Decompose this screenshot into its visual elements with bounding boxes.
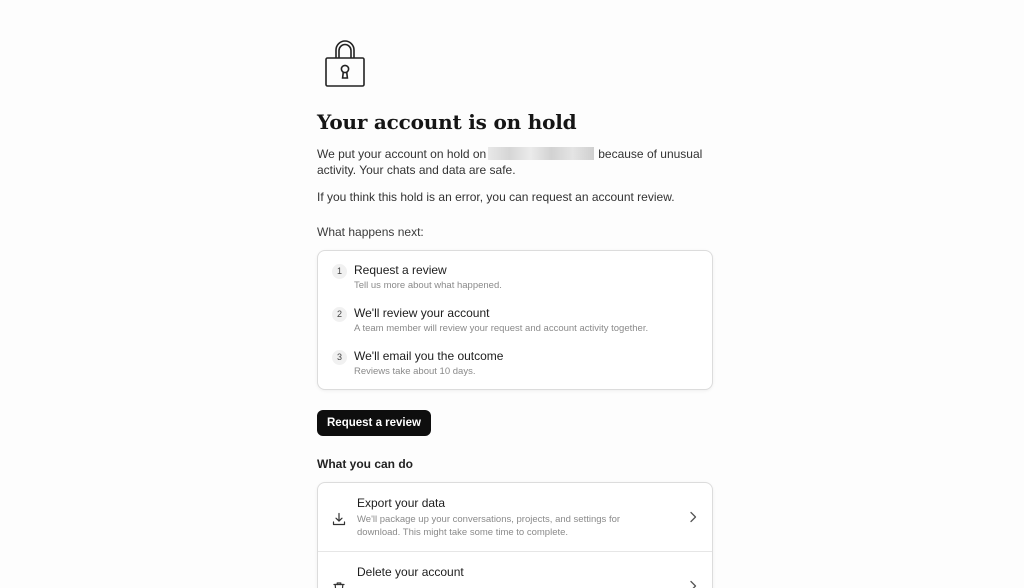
export-data-description: We'll package up your conversations, projects, and settings for download. This might take some time to complete.	[357, 514, 621, 538]
step-description: A team member will review your request and account activity together.	[354, 323, 649, 334]
step-title: We'll email you the outcome	[354, 349, 504, 363]
chevron-right-icon	[688, 579, 698, 588]
step-item	[332, 306, 698, 349]
request-review-button[interactable]: Request a review	[317, 410, 431, 436]
delete-account-title: Delete your account	[357, 565, 464, 579]
step-description: Reviews take about 10 days.	[354, 366, 476, 377]
hold-text-end: because of unusual activity. Your chats and data are safe.	[317, 147, 703, 177]
download-icon	[332, 512, 346, 526]
step-number: 3	[332, 350, 347, 365]
next-steps-card	[317, 250, 713, 390]
trash-icon	[332, 581, 346, 588]
page-title: Your account is on hold	[317, 110, 577, 134]
lock-icon	[322, 38, 368, 88]
options-heading: What you can do	[317, 457, 413, 471]
step-number: 1	[332, 264, 347, 279]
hold-explanation	[317, 146, 713, 178]
options-card	[317, 482, 713, 588]
step-number: 2	[332, 307, 347, 322]
step-title: Request a review	[354, 263, 447, 277]
step-title: We'll review your account	[354, 306, 490, 320]
next-steps-heading: What happens next:	[317, 225, 424, 239]
step-item	[332, 263, 698, 306]
review-note: If you think this hold is an error, you can request an account review.	[317, 190, 675, 204]
delete-account-row[interactable]	[318, 552, 712, 588]
step-description: Tell us more about what happened.	[354, 280, 502, 291]
export-data-row[interactable]	[318, 483, 712, 552]
hold-text-start: We put your account on hold on	[317, 147, 487, 161]
main-column	[317, 38, 713, 588]
step-item	[332, 349, 698, 379]
export-data-title: Export your data	[357, 496, 446, 510]
chevron-right-icon	[688, 510, 698, 524]
redacted-date	[488, 147, 594, 160]
